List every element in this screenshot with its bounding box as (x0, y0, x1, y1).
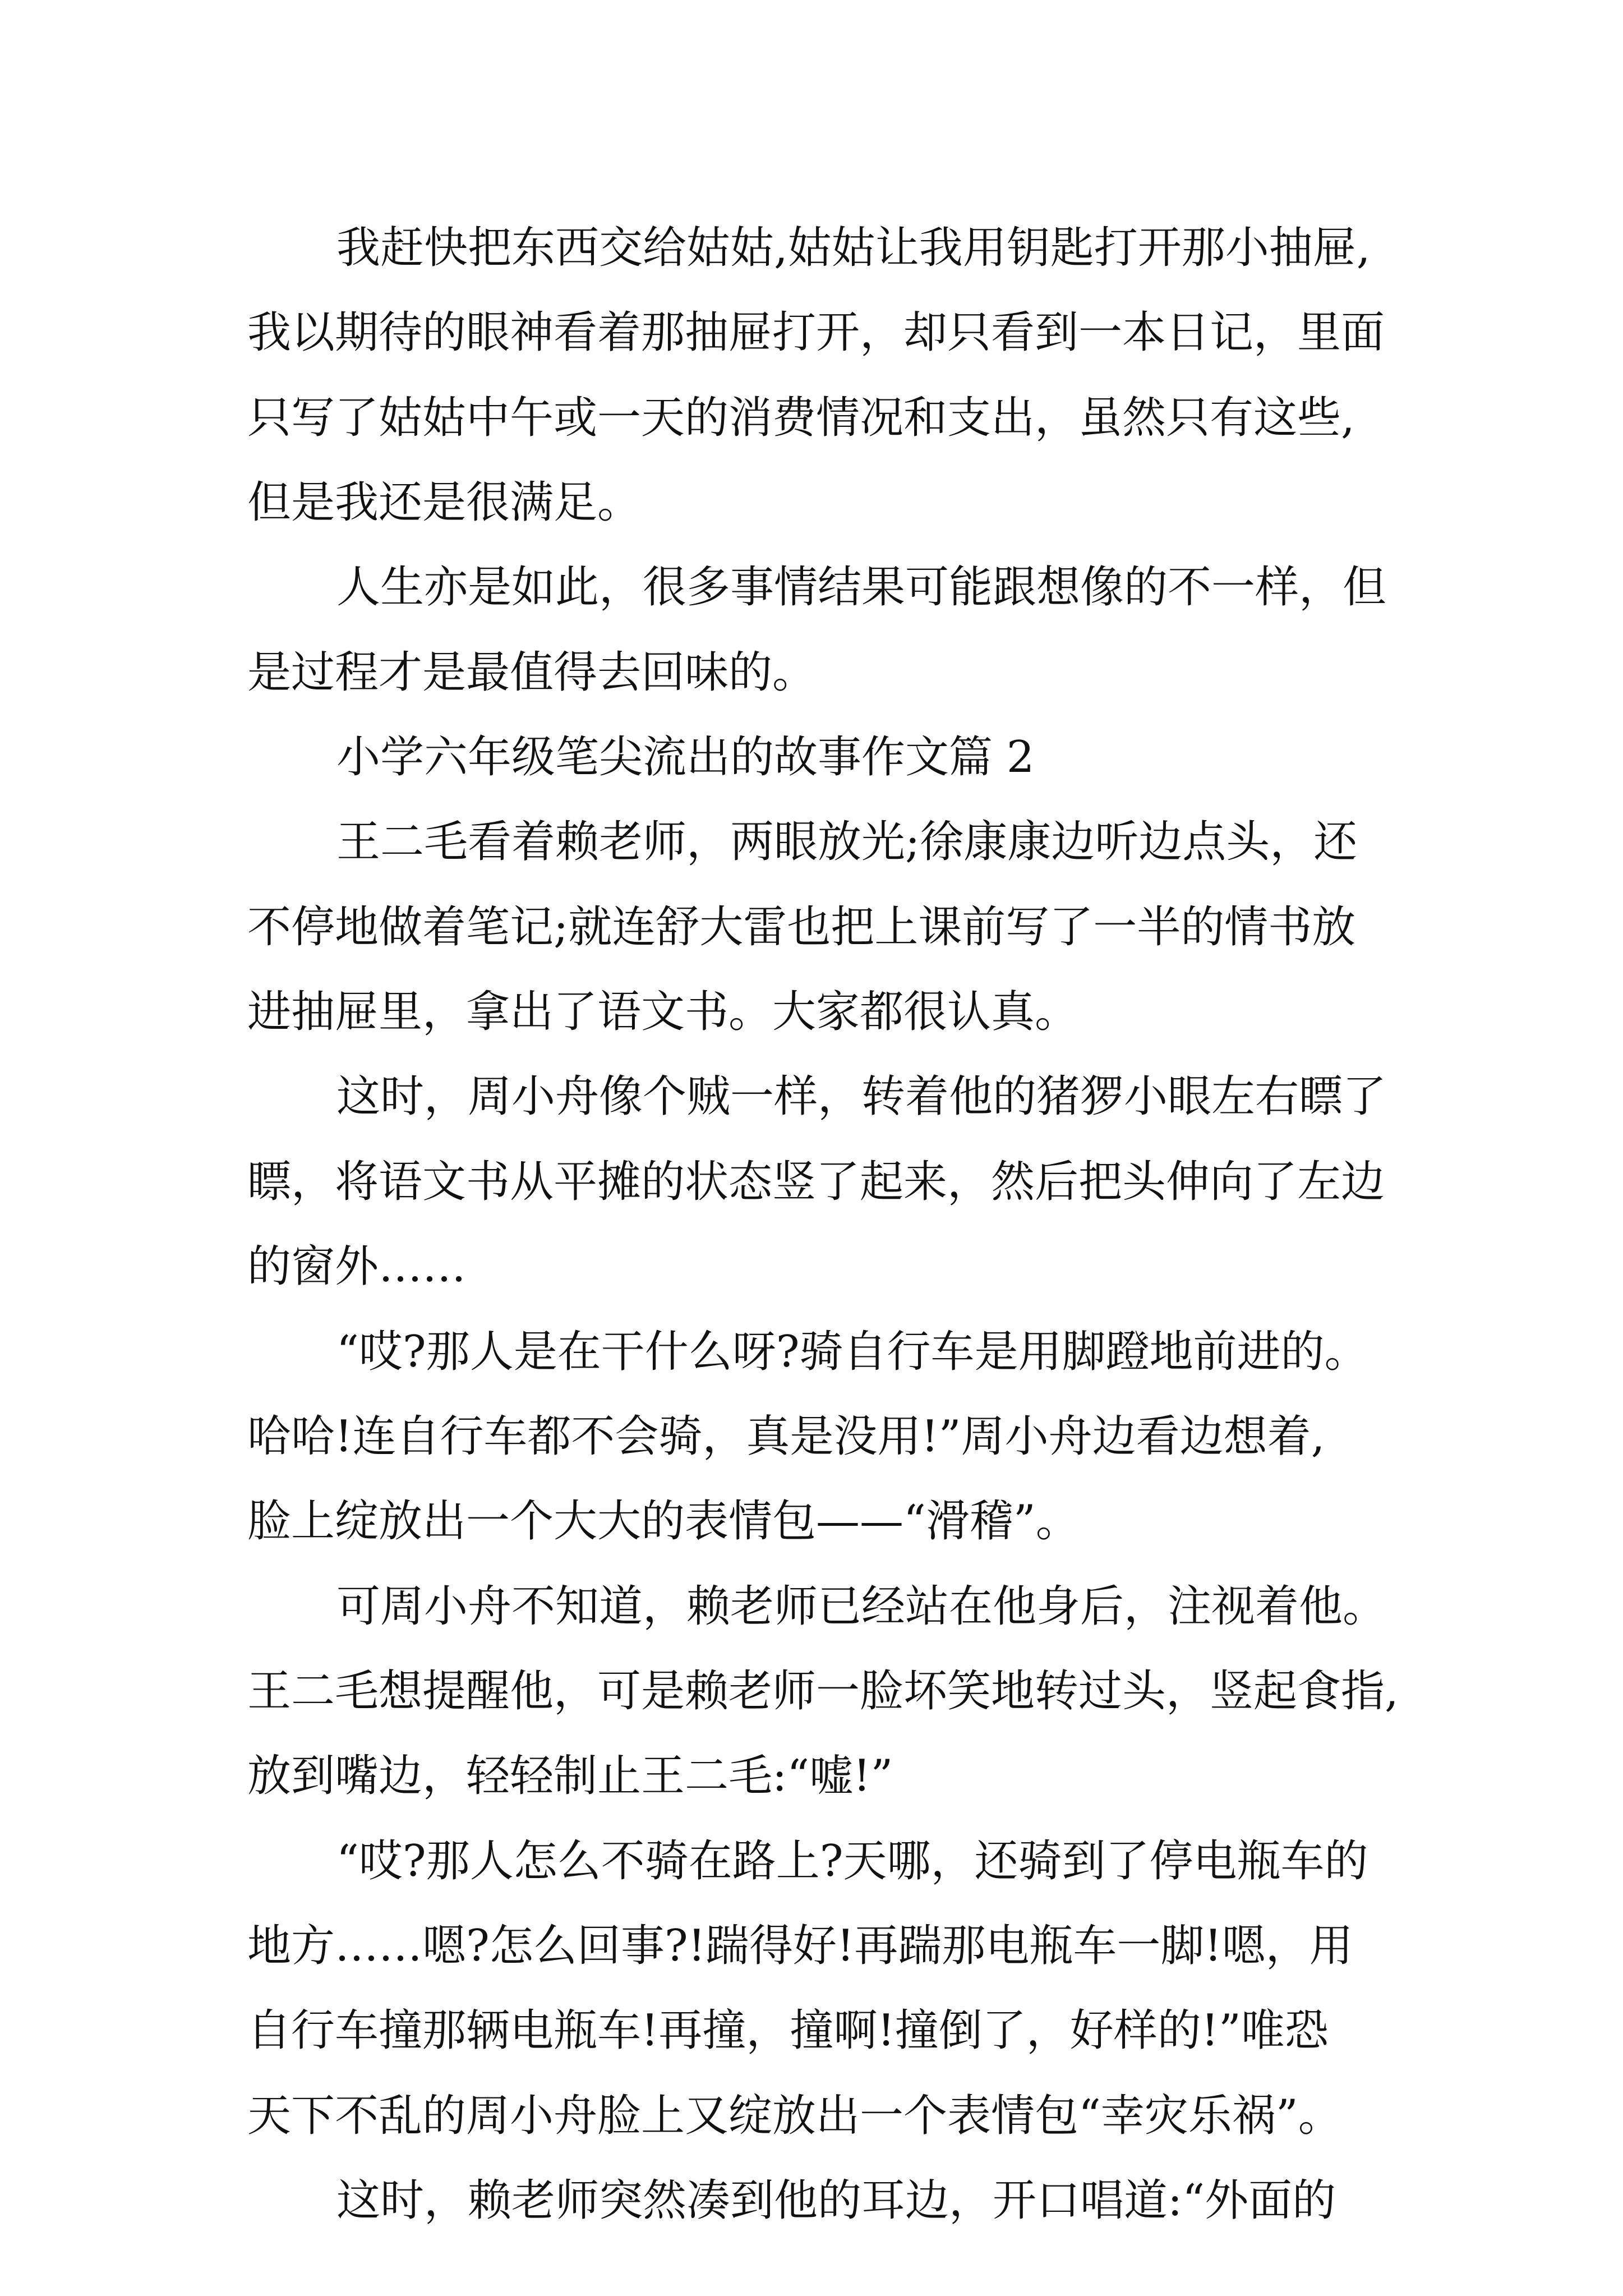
paragraph-line: 可周小舟不知道，赖老师已经站在他身后，注视着他。 (336, 1581, 1387, 1632)
paragraph-line: 放到嘴边，轻轻制止王二毛:“嘘!” (247, 1751, 893, 1801)
paragraph-line: 进抽屉里，拿出了语文书。大家都很认真。 (247, 987, 1079, 1037)
section-heading: 小学六年级笔尖流出的故事作文篇 2 (336, 732, 1035, 783)
paragraph-line: 王二毛想提醒他，可是赖老师一脸坏笑地转过头，竖起食指, (247, 1666, 1399, 1717)
paragraph-line: 只写了姑姑中午或一天的消费情况和支出，虽然只有这些, (247, 393, 1355, 443)
paragraph-line: 这时，周小舟像个贼一样，转着他的猪猡小眼左右瞟了 (336, 1071, 1387, 1122)
paragraph-line: 自行车撞那辆电瓶车!再撞，撞啊!撞倒了，好样的!”唯恐 (247, 2005, 1329, 2056)
paragraph-line: 我以期待的眼神看着那抽屉打开，却只看到一本日记，里面 (247, 307, 1385, 358)
paragraph-line: 哈哈!连自行车都不会骑，真是没用!”周小舟边看边想着, (247, 1411, 1325, 1462)
paragraph-line: 这时，赖老师突然凑到他的耳边，开口唱道:“外面的 (336, 2175, 1336, 2226)
paragraph-line: 我赶快把东西交给姑姑,姑姑让我用钥匙打开那小抽屉, (336, 223, 1371, 273)
paragraph-line: 但是我还是很满足。 (247, 477, 642, 528)
paragraph-line: 人生亦是如此，很多事情结果可能跟想像的不一样，但 (336, 562, 1387, 613)
paragraph-line: 地方……嗯?怎么回事?!踹得好!再踹那电瓶车一脚!嗯，用 (247, 1921, 1353, 1971)
paragraph-line: 是过程才是最值得去回味的。 (247, 647, 817, 698)
paragraph-line: 瞟，将语文书从平摊的状态竖了起来，然后把头伸向了左边 (247, 1157, 1385, 1207)
paragraph-line: “哎?那人怎么不骑在路上?天哪，还骑到了停电瓶车的 (336, 1836, 1368, 1887)
paragraph-line: 王二毛看着赖老师，两眼放光;徐康康边听边点头，还 (336, 817, 1358, 867)
paragraph-line: 不停地做着笔记;就连舒大雷也把上课前写了一半的情书放 (247, 902, 1356, 953)
paragraph-line: 天下不乱的周小舟脸上又绽放出一个表情包“幸灾乐祸”。 (247, 2091, 1342, 2141)
paragraph-line: “哎?那人是在干什么呀?骑自行车是用脚蹬地前进的。 (336, 1327, 1368, 1377)
paragraph-line: 的窗外…… (247, 1241, 467, 1292)
paragraph-line: 脸上绽放出一个大大的表情包——“滑稽”。 (247, 1496, 1080, 1547)
